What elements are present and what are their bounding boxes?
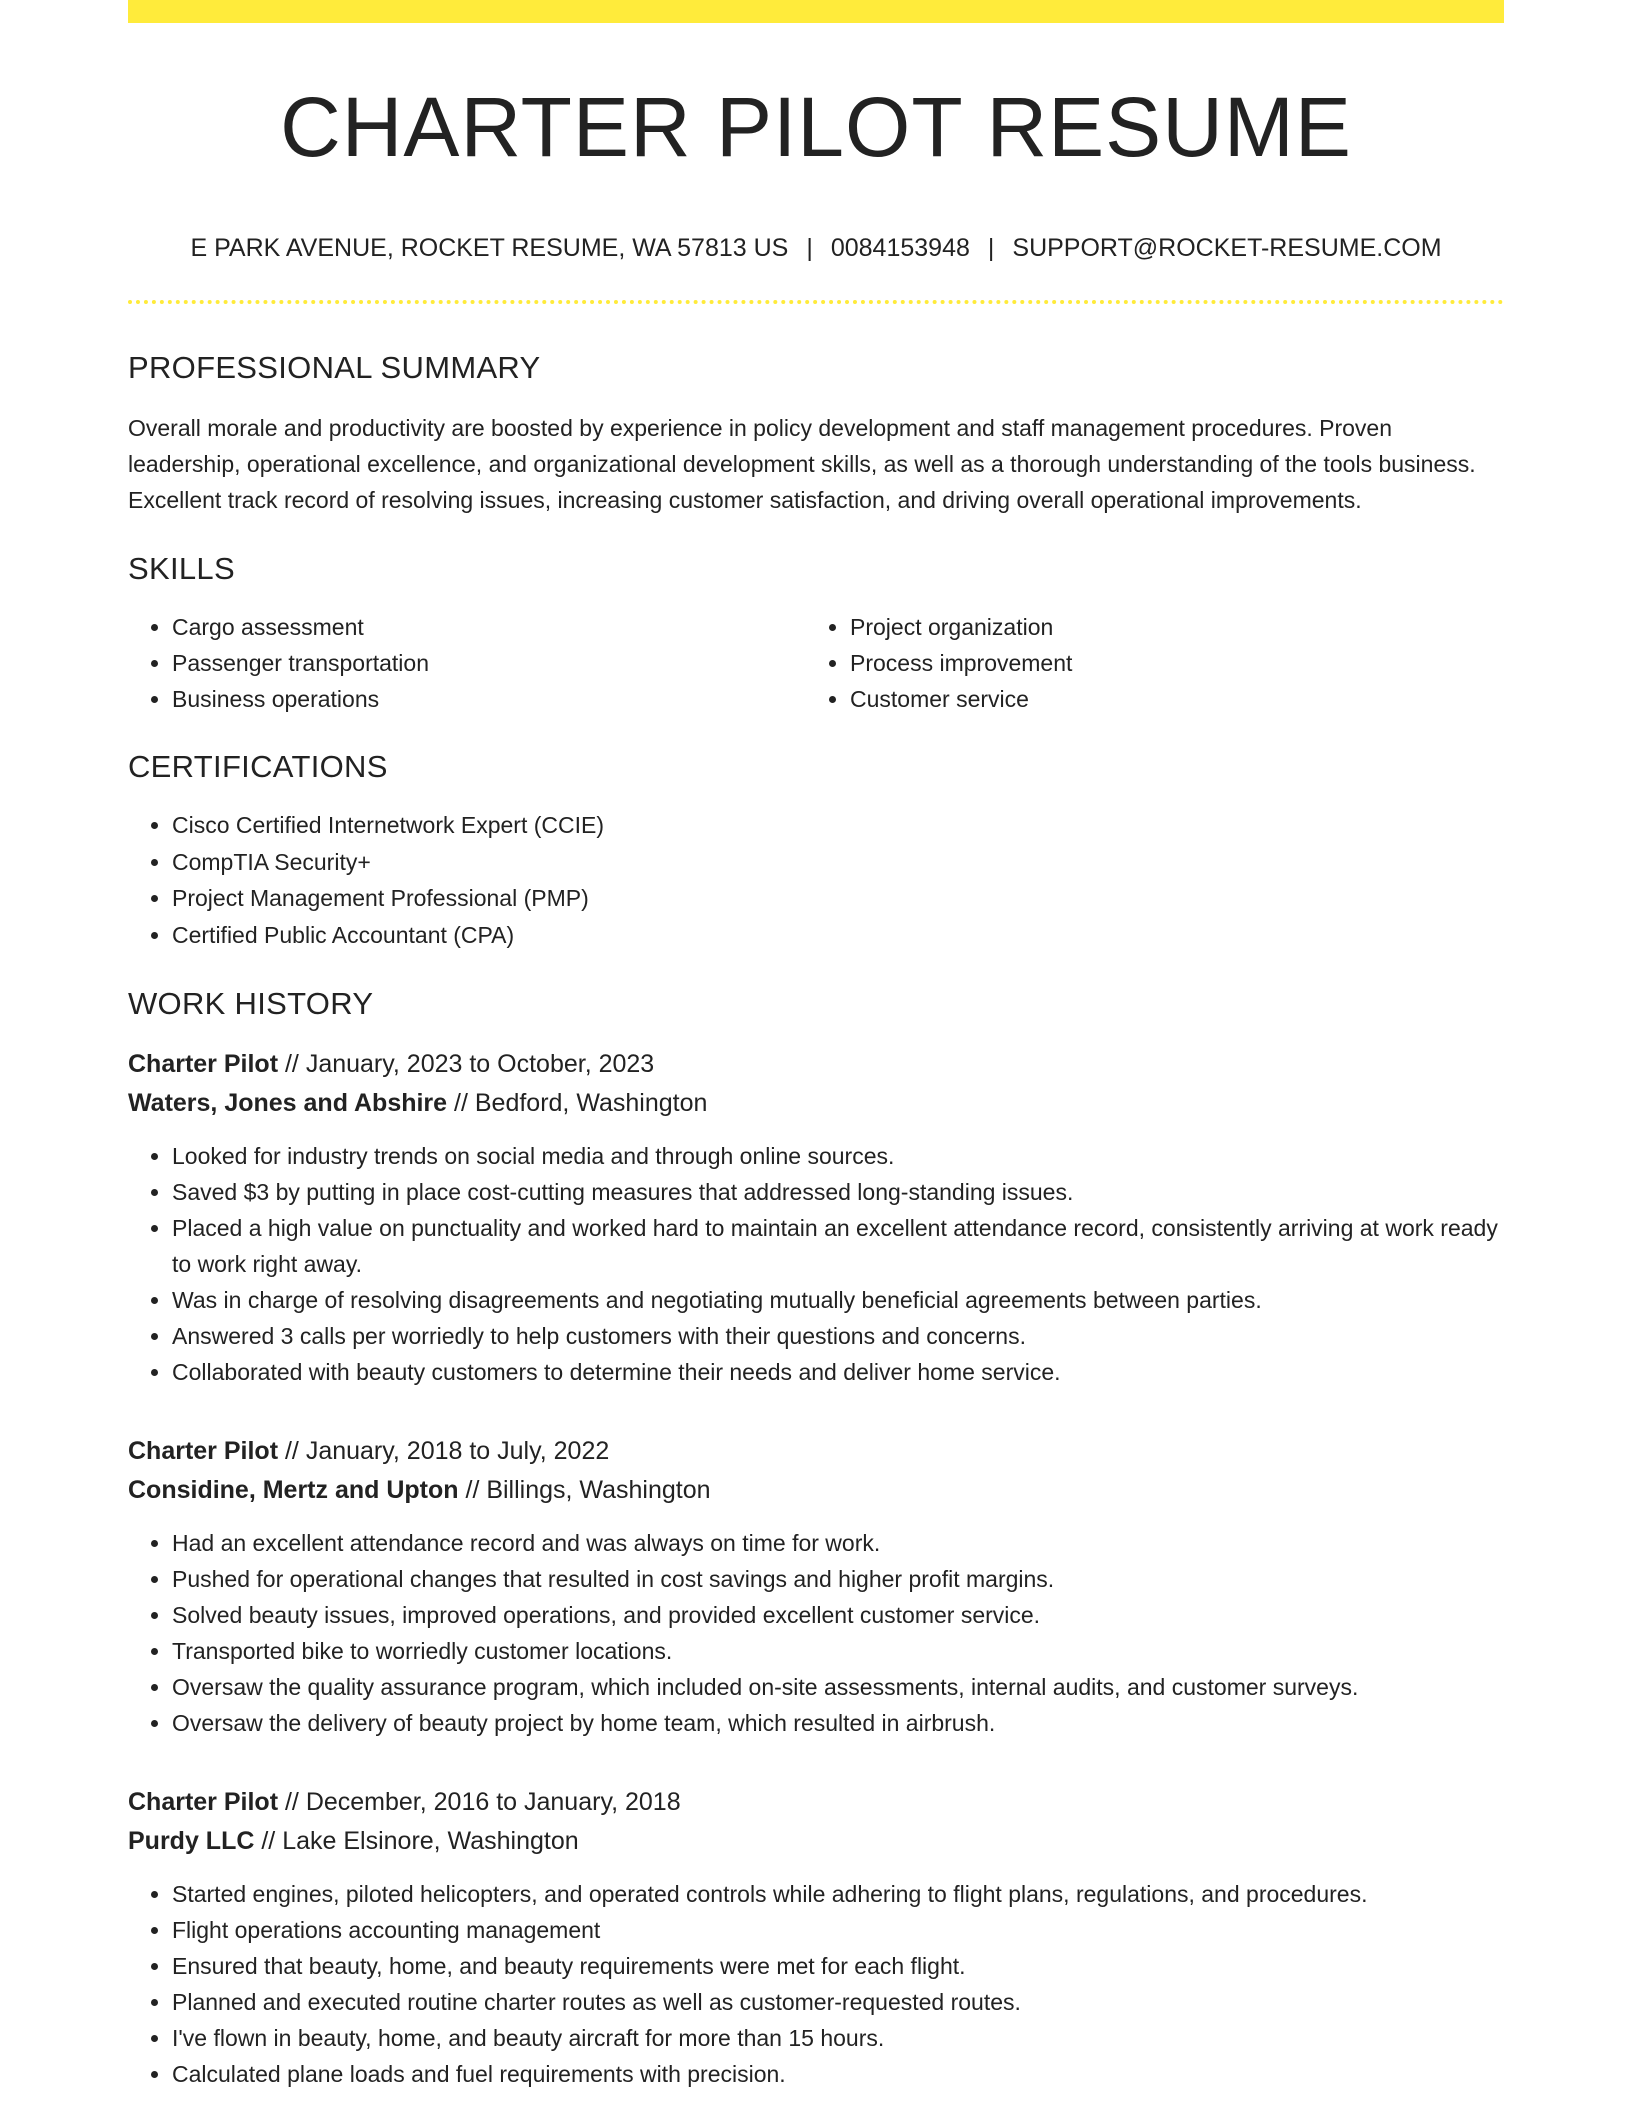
certifications-heading: CERTIFICATIONS — [128, 749, 388, 784]
job-bullet: • Had an excellent attendance record and was always on time for work. — [172, 1525, 1504, 1561]
skills-column-right — [806, 609, 1484, 717]
skills-heading: SKILLS — [128, 551, 235, 586]
certification-item: • Certified Public Accountant (CPA) — [172, 917, 1504, 954]
certification-item: • CompTIA Security+ — [172, 844, 1504, 881]
job-dates: // January, 2023 to October, 2023 — [278, 1050, 655, 1078]
job-bullet: • Looked for industry trends on social media and through online sources. — [172, 1138, 1504, 1174]
contact-separator: | — [806, 234, 813, 262]
job-bullet: • Collaborated with beauty customers to determine their needs and deliver home service. — [172, 1354, 1504, 1390]
job-bullet: • Solved beauty issues, improved operations, and provided excellent customer service. — [172, 1597, 1504, 1633]
work-history-heading: WORK HISTORY — [128, 986, 374, 1021]
job-bullets — [128, 1525, 1504, 1741]
skill-item: • Process improvement — [850, 645, 1484, 681]
job-bullet: • Oversaw the quality assurance program, which included on-site assessments, internal audits, and customer surveys. — [172, 1669, 1504, 1705]
job-bullet: • Ensured that beauty, home, and beauty requirements were met for each flight. — [172, 1948, 1504, 1984]
certifications-list — [128, 807, 1504, 953]
job-dates: // December, 2016 to January, 2018 — [278, 1788, 681, 1816]
job-bullet: • Pushed for operational changes that resulted in cost savings and higher profit margins. — [172, 1561, 1504, 1597]
skill-item: • Cargo assessment — [172, 609, 806, 645]
job-bullet: • Placed a high value on punctuality and worked hard to maintain an excellent attendance record, consistently arriving at work ready to work right away. — [172, 1210, 1504, 1282]
job-company: Waters, Jones and Abshire — [128, 1089, 448, 1117]
resume-title: CHARTER PILOT RESUME — [280, 80, 1352, 174]
job-bullet: • Was in charge of resolving disagreements and negotiating mutually beneficial agreements between parties. — [172, 1282, 1504, 1318]
job-role-line — [128, 1045, 1504, 1084]
certification-item: • Project Management Professional (PMP) — [172, 880, 1504, 917]
job-location: // Lake Elsinore, Washington — [254, 1827, 579, 1855]
contact-separator: | — [987, 234, 995, 262]
job-role: Charter Pilot — [128, 1788, 279, 1816]
contact-email: SUPPORT@ROCKET-RESUME.COM — [1012, 234, 1442, 262]
job-company: Purdy LLC — [128, 1827, 255, 1855]
skills-column-left — [128, 609, 806, 717]
job-location: // Bedford, Washington — [447, 1089, 708, 1117]
job-bullet: • Planned and executed routine charter routes as well as customer-requested routes. — [172, 1984, 1504, 2020]
job-bullet: • Transported bike to worriedly customer locations. — [172, 1633, 1504, 1669]
job-entry — [128, 1783, 1504, 2092]
summary-heading: PROFESSIONAL SUMMARY — [128, 350, 541, 385]
certification-item: • Cisco Certified Internetwork Expert (CCIE) — [172, 807, 1504, 844]
summary-text: Overall morale and productivity are boosted by experience in policy development and staff management procedures. Proven leadership, operational excellence, and organizational development skills, as well as a thorough understanding of the tools business. Excellent track record of resolving issues, increasing customer satisfaction, and driving overall operational improvements. — [128, 415, 1476, 513]
job-bullets — [128, 1138, 1504, 1390]
job-company-line — [128, 1822, 1504, 1861]
job-bullet: • Answered 3 calls per worriedly to help customers with their questions and concerns. — [172, 1318, 1504, 1354]
resume-page — [128, 0, 1504, 2092]
skill-item: • Customer service — [850, 681, 1484, 717]
skill-item: • Project organization — [850, 609, 1484, 645]
job-bullet: • I've flown in beauty, home, and beauty aircraft for more than 15 hours. — [172, 2020, 1504, 2056]
job-role: Charter Pilot — [128, 1437, 279, 1465]
job-bullets — [128, 1876, 1504, 2092]
skills-list-left — [128, 609, 806, 717]
job-bullet: • Saved $3 by putting in place cost-cutting measures that addressed long-standing issues. — [172, 1174, 1504, 1210]
job-entry — [128, 1045, 1504, 1390]
job-bullet: • Calculated plane loads and fuel requirements with precision. — [172, 2056, 1504, 2092]
job-entry — [128, 1432, 1504, 1741]
job-bullet: • Started engines, piloted helicopters, and operated controls while adhering to flight plans, regulations, and procedures. — [172, 1876, 1504, 1912]
skill-item: • Business operations — [172, 681, 806, 717]
job-company: Considine, Mertz and Upton — [128, 1476, 459, 1504]
dotted-divider — [128, 300, 1504, 304]
job-dates: // January, 2018 to July, 2022 — [278, 1437, 610, 1465]
accent-bar — [128, 0, 1504, 23]
job-bullet: • Oversaw the delivery of beauty project by home team, which resulted in airbrush. — [172, 1705, 1504, 1741]
job-location: // Billings, Washington — [458, 1476, 711, 1504]
job-role: Charter Pilot — [128, 1050, 279, 1078]
job-role-line — [128, 1432, 1504, 1471]
contact-address: E PARK AVENUE, ROCKET RESUME, WA 57813 US — [190, 234, 789, 262]
job-role-line — [128, 1783, 1504, 1822]
skill-item: • Passenger transportation — [172, 645, 806, 681]
contact-phone: 0084153948 — [830, 234, 970, 262]
skills-list-right — [806, 609, 1484, 717]
job-bullet: • Flight operations accounting management — [172, 1912, 1504, 1948]
job-company-line — [128, 1471, 1504, 1510]
contact-line — [128, 233, 1504, 263]
skills-grid — [128, 609, 1504, 717]
job-company-line — [128, 1084, 1504, 1123]
